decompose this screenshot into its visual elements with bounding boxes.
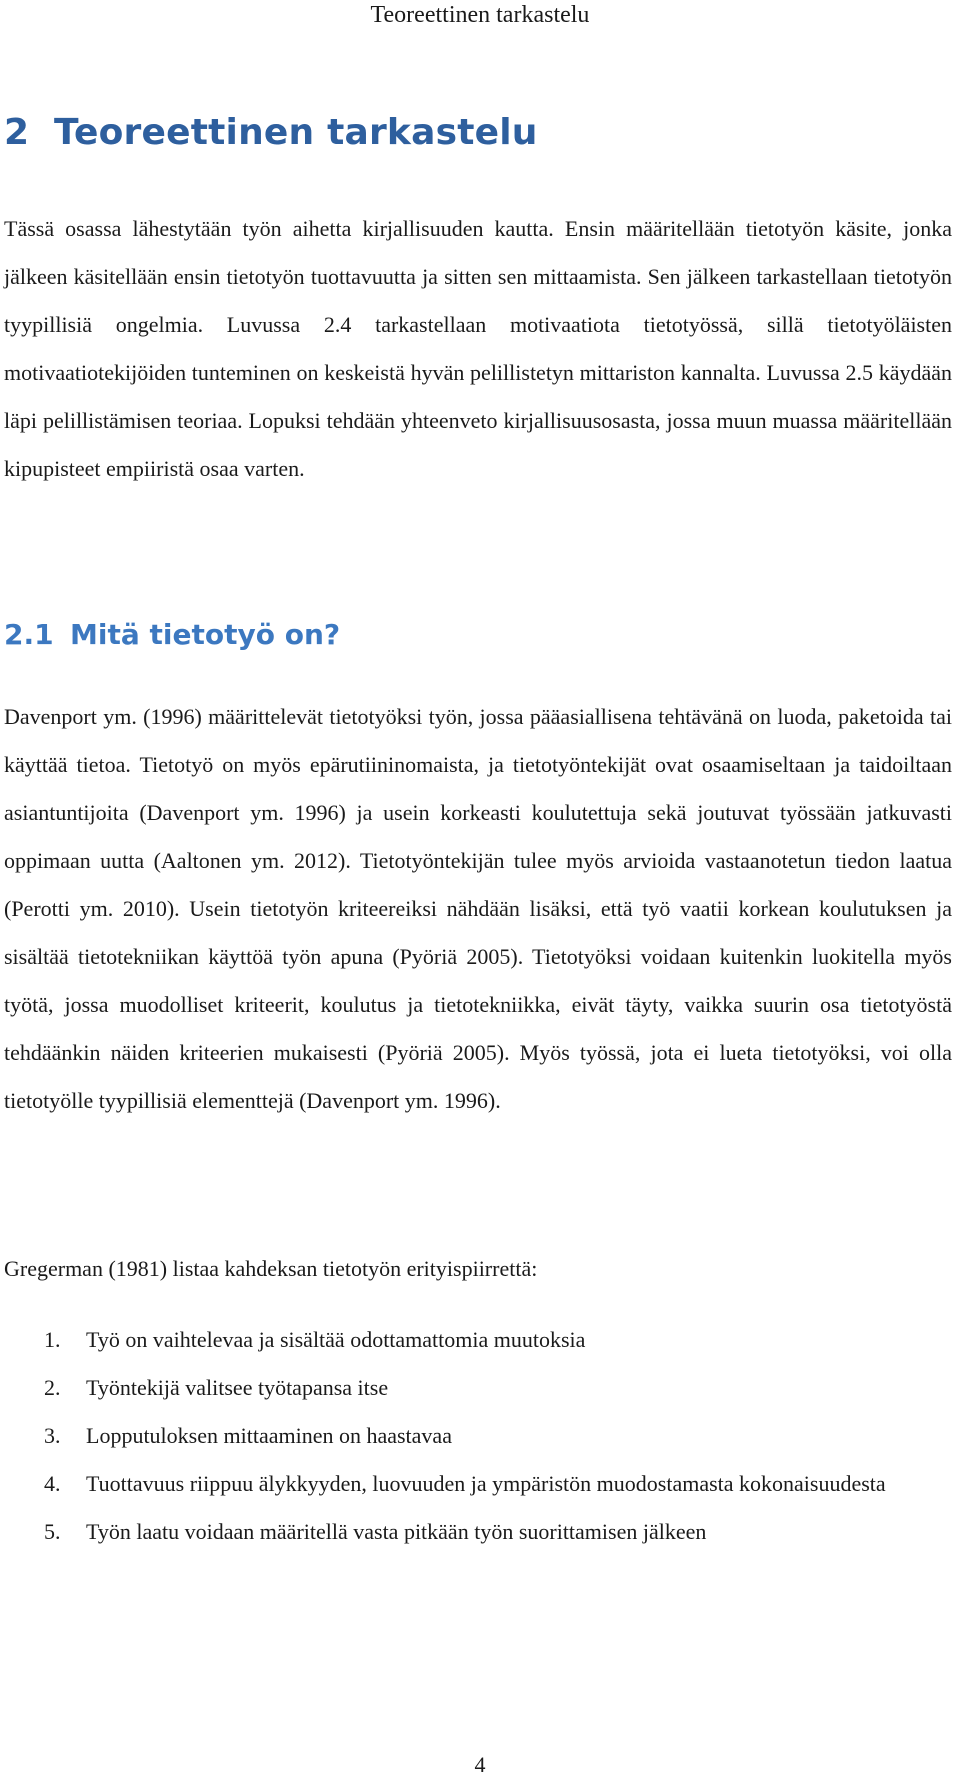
section-heading — [4, 112, 538, 153]
page-number: 4 — [474, 1752, 486, 1777]
characteristics-list — [0, 1316, 952, 1556]
list-item-text: Tuottavuus riippuu älykkyyden, luovuuden ja ympäristön muodostamasta kokonaisuudesta — [86, 1471, 886, 1496]
section-title: Teoreettinen tarkastelu — [54, 112, 538, 153]
list-intro: Gregerman (1981) listaa kahdeksan tietotyön erityispiirrettä: — [4, 1256, 538, 1281]
list-item-number: 3. — [44, 1423, 61, 1448]
list-item-number: 4. — [44, 1471, 61, 1496]
subsection-title: Mitä tietotyö on? — [70, 618, 341, 651]
list-item-text: Lopputuloksen mittaaminen on haastavaa — [86, 1423, 452, 1448]
list-item-text: Työntekijä valitsee työtapansa itse — [86, 1375, 389, 1400]
list-item-text: Työ on vaihtelevaa ja sisältää odottamattomia muutoksia — [86, 1327, 586, 1352]
intro-paragraph: Tässä osassa lähestytään työn aihetta kirjallisuuden kautta. Ensin määritellään tietotyön käsite, jonka jälkeen käsitellään ensin tietotyön tuottavuutta ja sitten sen mittaamista. Sen jälkeen tarkastellaan tietotyön tyypillisiä ongelmia. Luvussa 2.4 tarkastellaan motivaatiota tietotyössä, sillä tietotyöläisten motivaatiotekijöiden tunteminen on keskeistä hyvän pelillistetyn mittariston kannalta. Luvussa 2.5 käydään läpi pelillistämisen teoriaa. Lopuksi tehdään yhteenveto kirjallisuusosasta, jossa muun muassa määritellään kipupisteet empiiristä osaa varten. — [4, 216, 952, 481]
list-item-number: 5. — [44, 1519, 61, 1544]
list-item-number: 2. — [44, 1375, 61, 1400]
running-header: Teoreettinen tarkastelu — [370, 2, 590, 28]
subsection-number: 2.1 — [4, 618, 54, 651]
list-item — [0, 1508, 952, 1556]
list-item — [0, 1460, 952, 1508]
list-item — [0, 1364, 952, 1412]
list-item-text: Työn laatu voidaan määritellä vasta pitkään työn suorittamisen jälkeen — [86, 1519, 707, 1544]
body-paragraph: Davenport ym. (1996) määrittelevät tietotyöksi työn, jossa pääasiallisena tehtävänä on luoda, paketoida tai käyttää tietoa. Tietotyö on myös epärutiininomaista, ja tietotyöntekijät ovat osaamiseltaan ja taidoiltaan asiantuntijoita (Davenport ym. 1996) ja usein korkeasti koulutettuja sekä joutuvat työssään jatkuvasti oppimaan uutta (Aaltonen ym. 2012). Tietotyöntekijän tulee myös arvioida vastaanotetun tiedon laatua (Perotti ym. 2010). Usein tietotyön kriteereiksi nähdään lisäksi, että työ vaatii korkean koulutuksen ja sisältää tietotekniikan käyttöä työn apuna (Pyöriä 2005). Tietotyöksi voidaan kuitenkin luokitella myös työtä, jossa muodolliset kriteerit, koulutus ja tietotekniikka, eivät täyty, vaikka suurin osa tietotyöstä tehdäänkin näiden kriteerien mukaisesti (Pyöriä 2005). Myös työssä, jota ei lueta tietotyöksi, voi olla tietotyölle tyypillisiä elementtejä (Davenport ym. 1996). — [4, 704, 952, 1113]
list-item-number: 1. — [44, 1327, 61, 1352]
list-item — [0, 1316, 952, 1364]
subsection-heading — [4, 618, 340, 651]
list-item — [0, 1412, 952, 1460]
section-number: 2 — [4, 112, 30, 153]
